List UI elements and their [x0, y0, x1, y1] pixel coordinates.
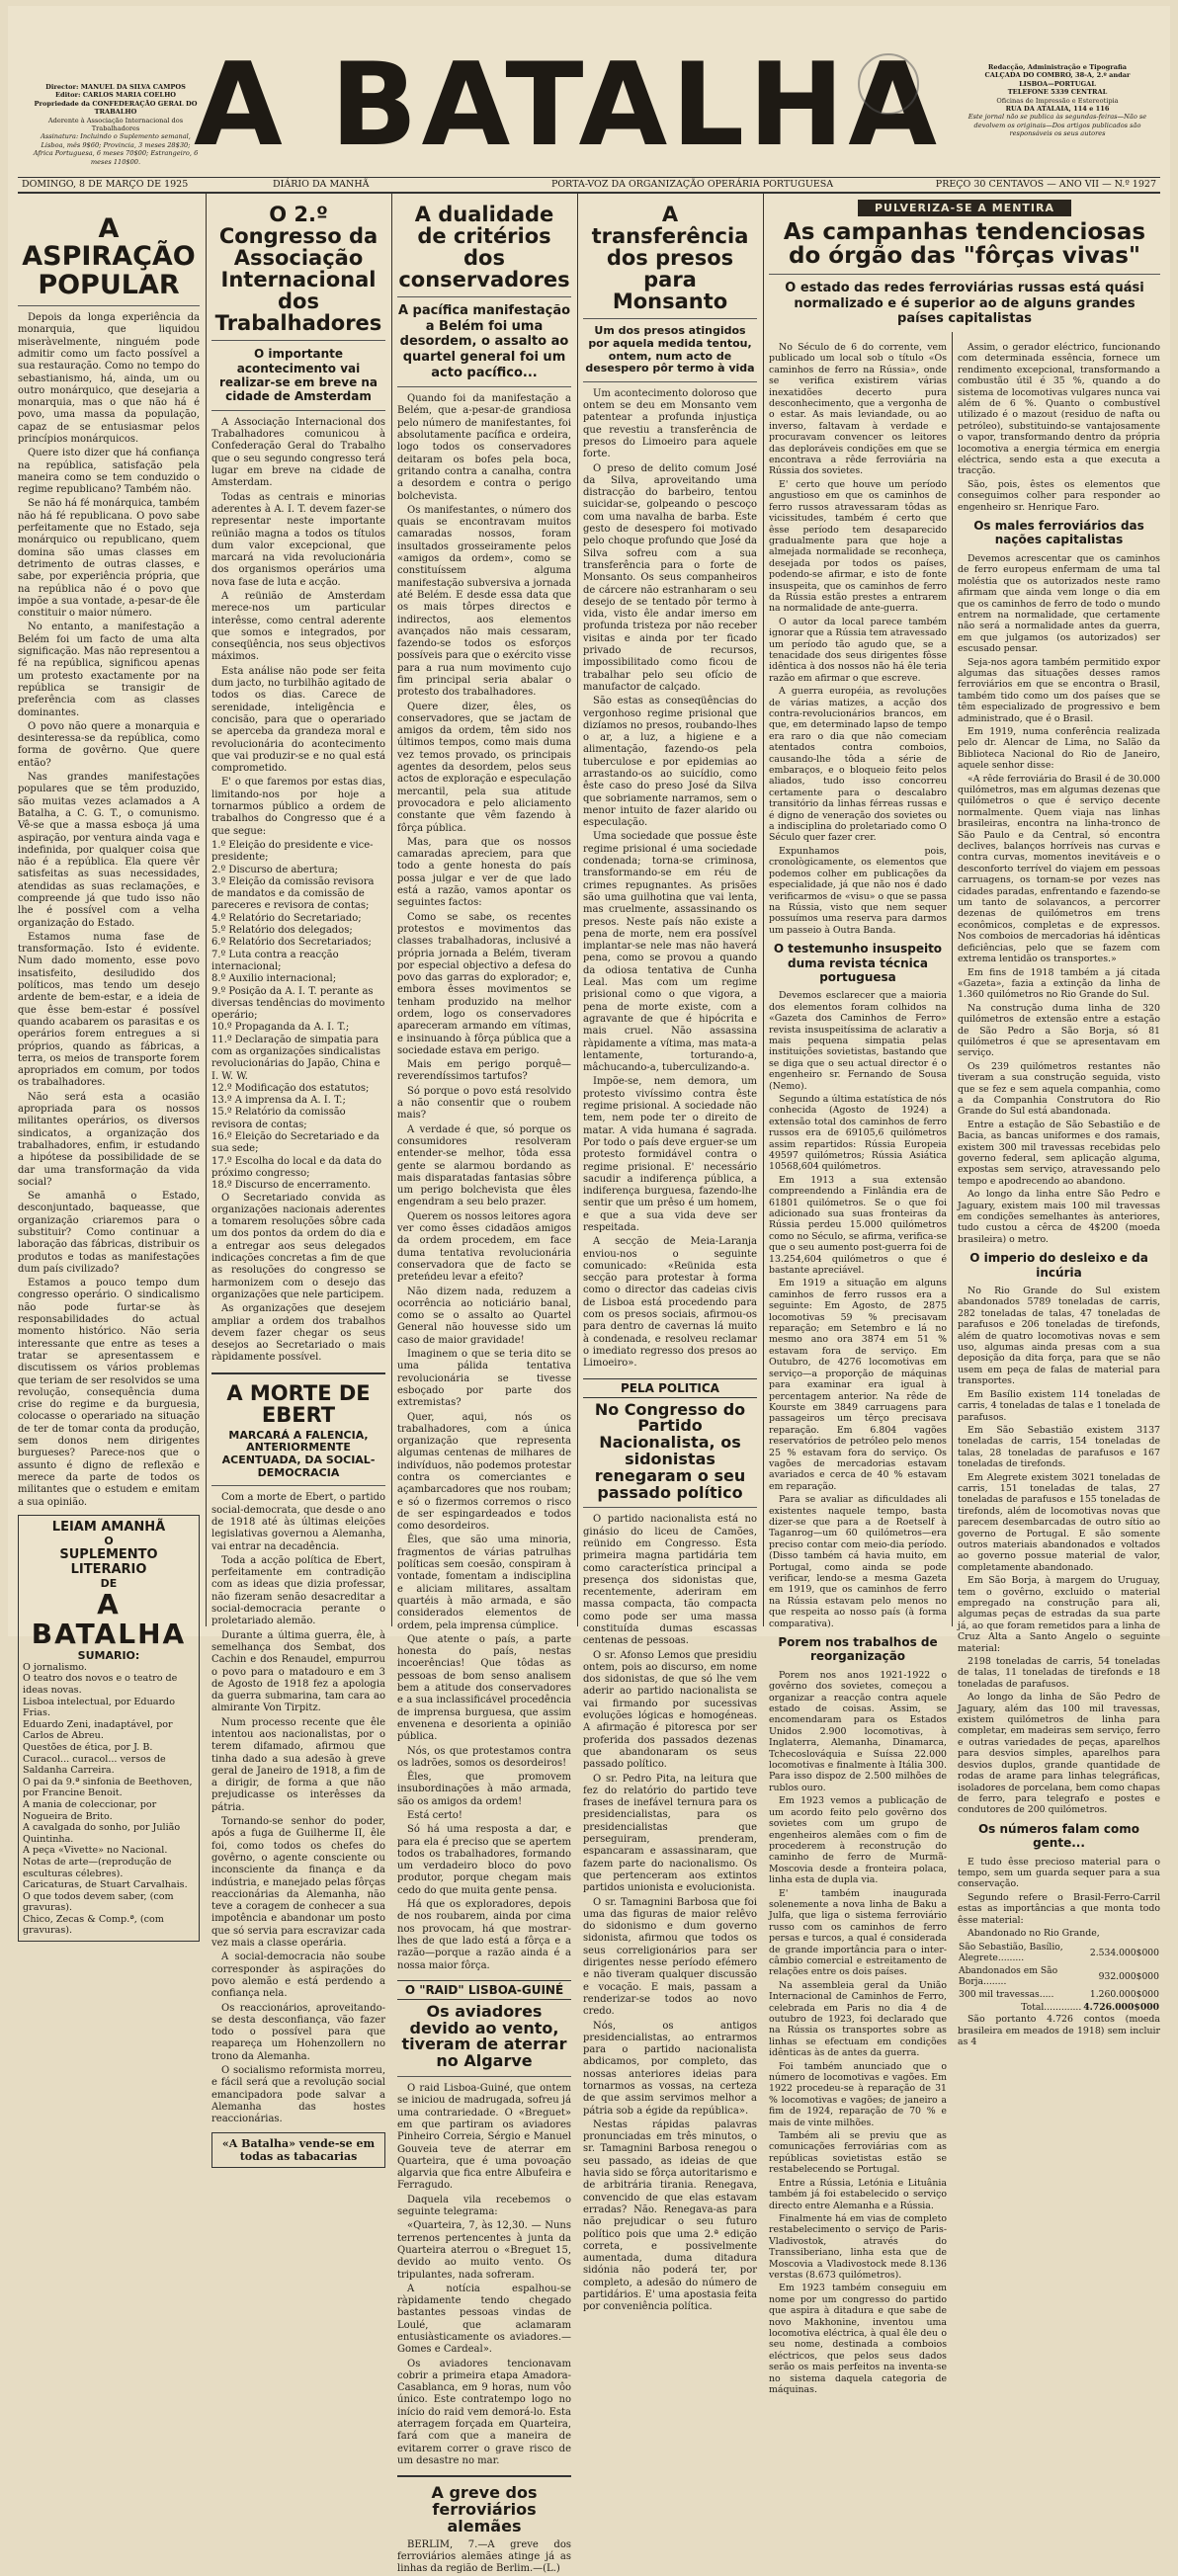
- list-item: 1.º Eleição do presidente e vice-presidente;: [211, 839, 374, 864]
- paragraph: Há que os exploradores, depois de nos roubarem, ainda por cima nos provocam, há que mostrar-lhes de que lado está a fôrça e a razão—porque a razão ainda é a nossa maior fôrça.: [397, 1899, 571, 1971]
- paragraph: Impõe-se, nem demora, um protesto vivíssimo contra êste regime prisional. A sociedade não tem, nem pode ter o direito de matar. A vida humana é sagrada. Por todo o país deve erguer-se um protesto formidável contra o regime prisional. E' necessário sacudir a indiferença pública, a indiferença burguesa, fazendo-lhe sentir que um prêso é um homem, e que a sua vida deve ser respeitada.: [583, 1076, 757, 1233]
- paragraph: O sr. Pedro Pita, na leitura que fez do relatório do partido teve frases de inefável ternura para os presidencialistas, para os presidencialistas que perseguiram, prenderam, espancaram e assassinaram, que fazem parte do nacionalismo. Os que pertenceram aos extintos partidos unionista e evolucionista.: [583, 1773, 757, 1894]
- newspaper-page: [8, 6, 1170, 2575]
- adherent-line: Aderente à Associação Internacional dos Trabalhadores: [47, 116, 184, 133]
- subhead-congresso: O importante acontecimento vai realizar-se em breve na cidade de Amsterdam: [218, 347, 379, 404]
- issue-date: DOMINGO, 8 DE MARÇO DE 1925: [22, 179, 189, 190]
- list-item: Curacol... curacol... versos de Saldanha Carreira.: [23, 1753, 166, 1777]
- divider: [397, 2076, 571, 2077]
- paragraph: Daquela vila recebemos o seguinte telegrama:: [397, 2194, 571, 2218]
- list-item: 4.º Relatório do Secretariado;: [211, 912, 362, 924]
- list-item: Notas de arte—(reprodução de esculturas célebres).: [23, 1856, 172, 1879]
- headline-dualidade: A dualidade de critérios dos conservadores: [398, 203, 570, 292]
- paragraph: Expunhamos pois, cronològicamente, os elementos que podemos colher em publicações da especialidade, já que não nos é dado verificarmos de «visu» o que se passa na Rússia, visto que nem sequer possuímos uma reserva para darmos um passeio à Outra Banda.: [769, 845, 947, 936]
- address-line-1: Redacção, Administração e Tipografia: [987, 63, 1128, 71]
- paragraph: Como se sabe, os recentes protestos e movimentos das classes trabalhadoras, inclusivé a própria jornada a Belém, tiveram por especial objectivo a defesa do povo das garras do explorador; e, embora êsses movimentos se tenham produzido na melhor ordem, logo os conservadores apareceram armando em vítimas, e insinuando à fôrça pública que a sociedade estava em perigo.: [397, 911, 571, 1056]
- paragraph: Estamos numa fase de transformação. Isto é evidente. Num dado momento, esse povo insatisfeito, desiludido dos políticos, mas tendo um desejo ardente de bem-estar, e a ideia de que êsse bem-estar é possível quando acabarem os parasitas e os operários forem entregues a si próprios, quando as fábricas, a terra, os meios de transporte forem apropriados em comum, por todos os trabalhadores.: [18, 931, 200, 1089]
- kicker-politica: PELA POLITICA: [583, 1378, 757, 1398]
- paragraph: Porem nos anos 1921-1922 o govêrno dos sovietes, começou a organizar a reacção contra aquele estado de coisas. Assim, se encomendaram para os Estados Unidos 2.900 locomotivas, à Inglaterra, Alemanha, Dinamarca, Tchecoslováquia e Suíssa 22.000 locomotivas e finalmente à Itália 300. Para isso dispoz de 2.500 milhões de rublos ouro.: [769, 1669, 947, 1793]
- list-item: A mania de coleccionar, por Nogueira de Brito.: [23, 1798, 157, 1822]
- address-line-2: CALÇADA DO COMBRO, 38-A, 2.º andar: [984, 71, 1131, 80]
- paragraph: Entre a Rússia, Letónia e Lituânia também já foi estabelecido o serviço directo entre Alemanha e a Rússia.: [769, 2177, 947, 2211]
- headline-congresso-nacionalista: No Congresso do Partido Nacionalista, os sidonistas renegaram o seu passado político: [594, 1399, 746, 1502]
- cost-table: [958, 1941, 1160, 2014]
- column-rule: [206, 194, 207, 1626]
- divider: [211, 410, 385, 411]
- paragraph: Em Basílio existem 114 toneladas de carris, 4 toneladas de talas e 1 tonelada de parafusos.: [958, 1388, 1160, 1423]
- paragraph: Nós, os antigos presidencialistas, ao entrarmos para o partido nacionalista abdicamos, por completo, das nossas anteriores ideias para tornarmos as vossas, na certeza de que assim servimos melhor a pátria sob a égide da república».: [583, 2020, 757, 2117]
- divider: [397, 386, 571, 387]
- headline-aviadores: Os aviadores devido ao vento, tiveram de aterrar no Algarve: [401, 2001, 567, 2071]
- paragraph: São estas as conseqüências do vergonhoso regime prisional que dizíamos no presos, roubando-lhes o ar, a luz, a higiene e a alimentação, fazendo-os pela tuberculose e por epidemias ao arrastando-os ao suicídio, como êste caso do preso José da Silva que sobriamente narramos, sem o menor intuito de fazer alarido ou especulação.: [583, 696, 757, 829]
- paragraph: Mais em perigo porquê—reverendíssimos tartufos?: [397, 1059, 571, 1083]
- subhead-testemunho: O testemunho insuspeito duma revista técnica portuguesa: [773, 942, 943, 984]
- table-cell: 4.726.000$000: [1083, 2002, 1159, 2014]
- ad-o: O: [104, 1534, 114, 1547]
- column-4: [583, 200, 757, 2313]
- divider: [583, 1507, 757, 1508]
- paragraph: Segundo refere o Brasil-Ferro-Carril estas as importâncias a que monta todo êsse material:: [958, 1891, 1160, 1926]
- masthead-left-info: [32, 83, 200, 166]
- list-item: 2.º Discurso de abertura;: [211, 864, 339, 875]
- table-cell: 300 mil travessas.....: [959, 1989, 1054, 2001]
- paragraph: Nós, os que protestamos contra os ladrões, somos os desordeiros!: [397, 1745, 571, 1769]
- list-item: 5.º Relatório dos delegados;: [211, 925, 353, 937]
- headline-transferencia: A transferência dos presos para Monsanto: [591, 203, 749, 314]
- paragraph: O partido nacionalista está no ginásio do liceu de Camões, reünido em Congresso. Esta primeira magna partidária tem como característica principal a presença dos sidonistas que, recentemente, aderiram em massa compacta, tão compacta como pode ser uma massa constituída dumas escassas centenas de pessoas.: [583, 1514, 757, 1647]
- list-item: 13.º A imprensa da A. I. T.;: [211, 1095, 346, 1107]
- disclaimer-line: Este jornal não se publica às segundas-feiras—Não se devolvem os originais—Dos artigos publicados são responsáveis os seus autores: [968, 113, 1147, 138]
- paragraph: Em Alegrete existem 3021 toneladas de carris, 151 toneladas de talas, 27 toneladas de parafusos e 155 toneladas de tirefonds, além de locomotivas novas que parecem desembarcadas de outro sítio ao governo de Portugal. E são somente outros materiais abandonados e voltados ao governo possue material de valor, completamente abandonado.: [958, 1471, 1160, 1573]
- paragraph: O preso de delito comum José da Silva, aproveitando uma distracção do barbeiro, tentou suicidar-se, golpeando o pescoço com uma navalha de barba. Este gesto de desespero foi motivado pelo choque profundo que José da Silva sofreu com a sua transferência para o forte de Monsanto. Os seus companheiros de cárcere não estranharam o seu desejo de se tentado pôr termo à vida, visto êle andar imerso em profunda tristeza por não receber visitas e ainda por ter ficado privado de recursos, impossibilitado como ficou de trabalhar pelo seu ofício de manufactor de calçado.: [583, 462, 757, 693]
- paragraph: Imaginem o que se teria dito se uma pálida tentativa revolucionária se tivesse esboçado por parte dos extremistas?: [397, 1349, 571, 1409]
- paragraph: Os 239 quilómetros restantes não tiveram a sua construção seguida, visto que se fez e sem aquela companhia, como a da Companhia Construtora do Rio Grande do Sul está abandonada.: [958, 1060, 1160, 1118]
- list-item: A peça «Vivette» no Nacional.: [23, 1845, 168, 1857]
- list-item: 6.º Relatório dos Secretariados;: [211, 937, 372, 949]
- address-line-3: LISBOA—PORTUGAL: [1019, 79, 1096, 88]
- supplement-ad: [18, 1515, 200, 1942]
- paragraph: Para se avaliar as dificuldades ali existentes naquele tempo, basta dizer-se que para a de Roetself à Taganrog—um 60 quilómetros—era preciso contar com meio-dia período. (Disso também cá havia muito, em Portugal, como ainda se pode verificar, lendo-se a mesma Gazeta em 1919, que os caminhos de ferro na Rússia estavam pelo menos no que respeita ao nosso país (à forma comparativa).: [769, 1494, 947, 1629]
- list-item: O que todos devem saber, (com gravuras).: [23, 1890, 174, 1914]
- divider: [18, 305, 200, 306]
- list-item: 18.º Discurso de encerramento.: [211, 1180, 372, 1192]
- column-1: [18, 200, 200, 1937]
- agenda-list: [211, 840, 385, 1193]
- dateline: [18, 177, 1160, 194]
- table-cell: 1.260.000$000: [1089, 1989, 1159, 2001]
- column-6: [958, 342, 1160, 2048]
- paragraph: Devemos esclarecer que a maioria dos elementos foram colhidos na «Gazeta dos Caminhos de Ferro» revista insuspeitíssima de aclarativ a mais pequena simpatia pelas instituições sovietistas, bastando que se diga que o seu actual director é o engenheiro sr. Fernando de Sousa (Nemo).: [769, 990, 947, 1092]
- printing-address: RUA DA ATALAIA, 114 e 116: [1005, 105, 1110, 114]
- paragraph: 2198 toneladas de carris, 54 toneladas de talas, 11 toneladas de tirefonds e 18 toneladas de parafusos.: [958, 1656, 1160, 1690]
- paragraph: Esta análise não pode ser feita dum jacto, no turbilhão agitado de todos os dias. Carece de serenidade, inteligência e concisão, para que o operariado se aperceba da grandeza moral e revolucionária do acontecimento que vai produzir-se e no qual está comprometido.: [211, 665, 385, 775]
- library-stamp: [858, 53, 919, 115]
- editor-line: Editor: CARLOS MARIA COELHO: [54, 91, 177, 100]
- ad-de: DE: [100, 1576, 118, 1590]
- masthead-right-info: [959, 63, 1156, 138]
- paragraph: No Século de 6 do corrente, vem publicado um local sob o título «Os caminhos de ferro na Rússia», onde se verifica existirem várias inexatidões decerto pura desconhecimento, que a vergonha de o estar. As mais leviandade, ou ao inverso, faltavam à verdade e procuravam convencer os leitores das deploráveis condições em que se encontrava a rêde ferroviária na Rússia dos sovietes.: [769, 342, 947, 477]
- list-item: Caricaturas, de Stuart Carvalhais.: [23, 1879, 188, 1891]
- paragraph: «A rêde ferroviária do Brasil é de 30.000 quilómetros, mas em algumas dezenas que quilómetros o que é serviço decente normalmente. Quem viaja nas linhas brasileiras, encontra na linha-tronco de São Paulo e da Central, só encontra declives, balanços horríveis nas curvas e contra curvas, momentos inevitáveis e o desconforto terrível do viajem em pessoas carruagens, os tornam-se por vezes nas cidades paradas, enfrentando e fazendo-se um tanto de solavancos, a percorrer dezenas de quilómetros em trens econômicos, completas e de expressos. Nos comboios de mercadorias há idênticas deficiências, pelo que se fazem com extrema lentidão os transportes.»: [958, 773, 1160, 965]
- column-rule: [577, 194, 578, 1626]
- paragraph: Nas grandes manifestações populares que se têm produzido, são muitas vezes aclamados a A Batalha, a C. G. T., o comunismo. Vê-se que a massa esboça já uma aspiração, por ventura ainda vaga e indefinida, por qualquer coisa que não é a república. Ela quere vêr satisfeitas as suas necessidades, atendidas as suas reclamações, e compreende já que tudo isso não lhe é possível com a velha organização do Estado.: [18, 772, 200, 929]
- paragraph: Em 1923 vemos a publicação de um acordo feito pelo govêrno dos sovietes com um grupo de engenheiros alemães com o fim de procederem à reconstrução do caminho de ferro de Murmã-Moscovia desde a fronteira polaca, linha esta de dupla via.: [769, 1795, 947, 1886]
- kicker-raid: O "RAID" LISBOA-GUINÉ: [397, 1980, 571, 2000]
- headline-greve: A greve dos ferroviários alemães: [431, 2483, 538, 2535]
- paragraph: E' o que faremos por estas dias, limitando-nos por hoje a tornarmos público a ordem de trabalhos do Congresso que é a que segue:: [211, 777, 385, 837]
- paragraph: A verdade é que, só porque os consumidores resolveram entender-se melhor, tôda essa gente se alarmou bordando as mais disparatadas fantasias sôbre um perigo bolchevista que êles engendram a seu belo prazer.: [397, 1123, 571, 1208]
- paragraph: Assim, o gerador eléctrico, funcionando com determinada essência, fornece um rendimento excepcional, transformando a combustão útil é 35 %, quando a do sistema de locomotivas vulgares nunca vai além de 6 %. Quanto o combustível utilizado é o mazout (residuo de nafta ou petróleo), substituindo-se vantajosamente o vapor, transformando dentro da própria locomotiva a energia térmica em energia eléctrica, sendo esta a que executa a tracção.: [958, 342, 1160, 477]
- ad-suplemento: SUPLEMENTO LITERARIO: [59, 1546, 158, 1577]
- owner-line: Propriedade da CONFEDERAÇÃO GERAL DO TRABALHO: [34, 99, 198, 117]
- table-cell: São Sebastião, Basílio, Alegrete.........: [959, 1942, 1063, 1964]
- paragraph: O sr. Afonso Lemos que presidiu ontem, pois ao discurso, em nome dos sidonistas, de que só lhe vem aderir ao partido nacionalista se vai firmando por sucessivas evoluções lógicas e homogéneas. A afirmação é pitoresca por ser proferida dos passados dezenas que abandonaram os seus passado político.: [583, 1649, 757, 1771]
- paragraph: O povo não quere a monarquia e desinteressa-se da república, como forma de govêrno. Que quere então?: [18, 720, 200, 769]
- paragraph: Quere dizer, êles, os conservadores, que se jactam de amigos da ordem, têm sido nos últimos tempos, como mais duma vez temos provado, os principais agentes da desordem, pelos seus actos de exploração e especulação mercantil, pela sua atitude provocadora e pelo aliciamento constante que vêm fazendo à fôrça pública.: [397, 701, 571, 834]
- printing-line: Oficinas de Impressão e Estereotipia: [996, 96, 1119, 105]
- paragraph: Querem os nossos leitores agora ver como êsses cidadãos amigos da ordem procedem, em face duma tentativa revolucionária conservadora que de facto se preteńdeu levar a efeito?: [397, 1210, 571, 1284]
- paragraph: Está certo!: [407, 1810, 463, 1821]
- column-3: [397, 200, 571, 2575]
- paragraph: Com a morte de Ebert, o partido social-democrata, que desde o ano de 1918 até às últimas eleições legislativas governou a Alemanha, vai entrar na decadência.: [211, 1492, 385, 1552]
- column-rule: [391, 194, 392, 1626]
- paragraph: Uma sociedade que possue êste regime prisional é uma sociedade condenada; torna-se criminosa, transformando-se em réu de crimes repugnantes. As prisões são uma guilhotina que vai lenta, mas cruelmente, assassinando os presos. Neste país não existe a pena de morte, nem era possível implantar-se nele mas não haverá pena, como se provou a quando da odiosa tentativa de Cunha Leal. Mas com um regime prisional como o que vigora, a pena de morte existe, com a agravante de que é hipócrita e mais cruel. Não assassina ràpidamente a vítima, mas mata-a lentamente, torturando-a, mâchucando-a, tuberculizando-a.: [583, 831, 757, 1074]
- paragraph: «Quarteira, 7, às 12,30. — Nuns terrenos pertencentes à junta da Quarteira aterrou o «Breguet 15, devido ao muito vento. Os tripulantes, nada sofreram.: [397, 2220, 571, 2281]
- list-item: O teatro dos novos e o teatro de ideas novas.: [23, 1673, 178, 1697]
- paragraph: O socialismo reformista morreu, e fácil será que a revolução social emancipadora pode salvar a Alemanha das hostes reaccionárias.: [211, 2065, 385, 2125]
- vendor-ad: «A Batalha» vende-se em todas as tabacarias: [211, 2132, 385, 2168]
- paragraph: Êles, que são uma minoria, fragmentos de várias patrulhas políticas sem coesão, conspiram à vontade, fomentam a indisciplina e aliciam militares, assaltam quartéis à mão armada, e são considerados elementos de ordem, pela imprensa cúmplice.: [397, 1535, 571, 1631]
- paragraph: Não será esta a ocasião apropriada para os nossos militantes operários, os diversos sindicatos, a organização dos trabalhadores, enfim, ir estudando a hipótese da possibilidade de se dar uma transformação da vida social?: [18, 1091, 200, 1188]
- subhead-numeros: Os números falam como gente...: [977, 1821, 1140, 1851]
- paragraph: As organizações que desejem ampliar a ordem dos trabalhos devem fazer chegar os seus desejos ao Secretariado o mais ràpidamente possível.: [211, 1303, 385, 1364]
- paragraph: Em São Borja, à margem do Uruguay, tem o govêrno, excluido o material empregado na construção para ali, algumas peças de estradas da sua parte já, ao que foram remetidos para a linha de Cruz Alta a Santo Angelo o seguinte material:: [958, 1575, 1160, 1654]
- paragraph: Os reaccionários, aproveitando-se desta desconfiança, vão fazer todo o possível para que reapareça um Hohenzollern no trono da Alemanha.: [211, 2002, 385, 2062]
- paragraph: Os manifestantes, o número dos quais se encontravam muitos camaradas nossos, foram insultados grosseiramente pelos «amigos da ordem», como se constituíssem alguma manifestação subversiva a jornada até Belém. E desde essa data que os mais tôrpes directos e indirectos, aos elementos avançados não mais cessaram, fazendo-se todos os esforços possíveis para que o exército visse para a rua num movimento cujo fim principal seria abalar o protesto dos trabalhadores.: [397, 504, 571, 699]
- divider: [397, 296, 571, 297]
- column-5: [769, 342, 947, 2396]
- list-item: 12.º Modificação dos estatutos;: [211, 1082, 370, 1094]
- headline-campanhas: As campanhas tendenciosas do órgão das "fôrças vivas": [783, 219, 1146, 270]
- paragraph: Ao longo da linha entre São Pedro e Jaguary, existem mais 100 mil travessas em condições semelhantes às anteriores, tudo custou a cêrca de 4$200 (moeda brasileira) o metro.: [958, 1189, 1160, 1245]
- russia-article-header: [769, 200, 1160, 338]
- subhead-males: Os males ferroviários das nações capitalistas: [973, 519, 1144, 547]
- list-item: 17.º Escolha do local e da data do próximo congresso;: [211, 1155, 381, 1179]
- paragraph: A notícia espalhou-se ràpidamente tendo chegado bastantes pessoas vindas de Loulé, que aclamaram entusiàsticamente os aviadores.—Gomes e Cardeal».: [397, 2283, 571, 2356]
- paragraph: Se não há fé monárquica, também não há fé republicana. O povo sabe perfeitamente que no Estado, seja monárquico ou republicano, quem domina são umas classes em detrimento de outras classes, e sabe, por experiência própria, que na república não é o povo que impõe a sua vontade, a-pesar-de êle constituir o maior número.: [18, 498, 200, 620]
- paragraph: Durante a última guerra, êle, à semelhança dos Sembat, dos Cachin e dos Renaudel, empurrou o povo para o matadouro e em 3 de Agosto de 1918 fez a apologia da guerra submarina, tam cara ao almirante Von Tirpitz.: [211, 1629, 385, 1714]
- paragraph: O sr. Tamagnini Barbosa que foi uma das figuras de maior relêvo do sidonismo e dum governo sidonista, afirmou que todos os seus correligionários para ser dirigentes nesse período efémero e não tiveram qualquer discussão e vocação. E mais, passam a renderizar-se todos ao novo credo.: [583, 1896, 757, 2018]
- divider: [397, 2475, 571, 2477]
- paragraph: Segundo a última estatística de nós conhecida (Agosto de 1924) a extensão total dos caminhos de ferro russos era de 69105,6 quilómetros assim repartidos: Rússia Europeia 49597 quilómetros; Rússia Asiática 10568,604 quilómetros.: [769, 1093, 947, 1173]
- summary-list: [23, 1662, 195, 1937]
- paragraph: Em 1923 também conseguiu em nome por um congresso do partido que aspira à ditadura e que sabe de novo Makhonine, inventou uma locomotiva eléctrica, à qual êle deu o seu nome, destinada a comboios eléctricos, que pelos seus dados serão os mais perfeitos na inventa-se no sistema daquela categoria de máquinas.: [769, 2283, 947, 2396]
- ad-leiam: LEIAM AMANHÃ: [51, 1519, 166, 1535]
- paragraph: Em 1919, numa conferência realizada pelo dr. Alencar de Lima, no Salão da Biblioteca Nacional do Rio de Janeiro, aquele senhor disse:: [958, 725, 1160, 772]
- paragraph: Também ali se previu que as comunicações ferroviárias com as repúblicas sovietistas estão se restabelecendo se Portugal.: [769, 2130, 947, 2176]
- subhead-redes: O estado das redes ferroviárias russas está quási normalizado e é superior ao de alguns grandes países capitalistas: [785, 281, 1144, 327]
- paragraph: E' também inaugurada solenemente a nova linha de Baku a Julfa, que liga o sistema ferroviário russo com os caminhos de ferro persas e turcos, a qual é considerada de grande importância para o inter-câmbio comercial e estreitamento de relações entre os dois países.: [769, 1887, 947, 1978]
- table-cell: 2.534.000$000: [1089, 1947, 1159, 1958]
- paragraph: Em 1913 a sua extensão compreendendo a Finlândia era de 61801 quilómetros. Se o que foi adicionado sua suas fronteiras da Rússia perdeu 15.000 quilómetros como no Século, se afirma, verifica-se que o seu aumento post-guerra foi de 13.254,604 quilómetros o que é bastante apreciável.: [769, 1174, 947, 1277]
- list-item: 10.º Propaganda da A. I. T.;: [211, 1022, 350, 1034]
- table-row: [958, 1964, 1160, 1988]
- paragraph: Entre a estação de São Sebastião e de Bacia, as bancas uniformes e dos ramais, existem 300 mil travessas recebidas pelo governo federal, sem aplicação alguma, expostas sem serviço, atravessando pelo tempo e apodrecendo ao abandono.: [958, 1119, 1160, 1187]
- list-item: 11.º Declaração de simpatia para com as organizações sindicalistas revolucionárias do Japão, China e I. W. W.: [211, 1034, 381, 1082]
- paragraph: Todas as centrais e minorias aderentes à A. I. T. devem fazer-se representar neste importante reünião magna a todos os títulos dum valor excepcional, que marcará na vida revolucionária dos organismos operários uma nova fase de luta e acção.: [211, 491, 385, 588]
- paragraph: O autor da local parece também ignorar que a Rússia tem atravessado um período tão agudo que, se a tenacidade dos seus dirigentes fôsse idêntica à dos nossos não há êle teria razão em afirmar o que escreve.: [769, 616, 947, 684]
- paragraph: Tornando-se senhor do poder, após a fuga de Guilherme II, êle foi, como todos os chefes do govêrno, o agente consciente ou inconsciente da finança e da indústria, e manejado pelas fôrças reaccionárias da Alemanha, não teve a coragem de conhecer a sua impotência e abandonar um posto que só servia para escravizar cada vez mais a classe operária.: [211, 1816, 385, 1950]
- list-item: 7.º Luta contra a reacção internacional;: [211, 949, 339, 972]
- kicker-mentira: PULVERIZA-SE A MENTIRA: [858, 200, 1071, 216]
- paragraph: E' certo que houve um período angustioso em que os caminhos de ferro russos atravessaram tôdas as vicissitudes, também é certo que êsse período tem desaparecido gradualmente para que hoje a almejada normalidade se reconheça, desejada por todos os países, podendo-se afirmar, e isto de fonte insuspeita, que os caminhos de ferro da Rússia estão prestes a entrarem na normalidade de ante-guerra.: [769, 478, 947, 615]
- paragraph: São portanto 4.726 contos (moeda brasileira em meados de 1918) sem incluir as 4: [958, 2014, 1160, 2048]
- paragraph: Estamos a pouco tempo dum congresso operário. O sindicalismo não pode furtar-se às responsabilidades do actual momento histórico. Não seria interessante que entre as teses a tratar se apresentassem e discutissem os vários problemas que teriam de ser resolvidos se uma revolução, consequência duma crise do regime e da burguesia, colocasse o operariado na situação de ter de tomar conta da produção, sem donos nem dirigentes burgueses? Parece-nos que o assunto é digno de reflexão e merece da parte de todos os militantes que o estudem e emitam a sua opinião.: [18, 1278, 200, 1508]
- paragraph: Toda a acção política de Ebert, perfeitamente em contradição com as ideas que dizia professar, não fizeram senão desacreditar a social-democracia perante o proletariado alemão.: [211, 1554, 385, 1627]
- table-row: [958, 1988, 1160, 2001]
- paragraph: O raid Lisboa-Guiné, que ontem se iniciou de madrugada, sofreu já uma contrariedade. O «Breguet» em que partiram os aviadores Pinheiro Correia, Sérgio e Manuel Gouveia teve de aterrar em Quarteira, que é uma povoação algarvia que fica entre Albufeira e Ferragudo.: [397, 2083, 571, 2192]
- table-row: [958, 1941, 1160, 1964]
- paragraph: A reünião de Amsterdam merece-nos um particular interêsse, como central aderente que somos e integrados, por conseqüência, nos seus objectivos máximos.: [211, 591, 385, 663]
- subhead-desleixo: O imperio do desleixo e da incúria: [969, 1251, 1148, 1280]
- list-item: O pai da 9.ª sinfonia de Beethoven, por Francine Benoit.: [23, 1776, 193, 1799]
- list-item: 8.º Auxilio internacional;: [211, 973, 337, 985]
- paragraph: A guerra européia, as revoluções de várias matizes, a acção dos contra-revolucionários brancos, em que, em determinado lapso de tempo era raro o dia que não comeciam atentados contra comboios, causando-lhe tôda a série de embaraços, e o bloqueio feito pelos aliados, tudo isso concorreu certamente para o descalabro transitório da linhas férreas russas e é digno de veneração dos sovietes ou a indisciplina do proletariado como O Século quer fazer crer.: [769, 686, 947, 844]
- masthead: [8, 6, 1170, 190]
- subhead-dualidade: A pacífica manifestação a Belém foi uma desordem, o assalto ao quartel general foi um acto pacífico...: [397, 303, 571, 380]
- list-item: 16.º Eleição do Secretariado e da sua sede;: [211, 1131, 379, 1155]
- list-item: 15.º Relatório da comissão revisora de contas;: [211, 1107, 346, 1130]
- paragraph: Ao longo da linha de São Pedro de Jaguary, além das 100 mil travessas, existem quilómetros de linha para completar, em madeiras sem serviço, ferro e outras variedades de peças, aparelhos para desvios simples, aparelhos para desvios duplos, grande quantidade de rodas de arame para linhas telegráficas, isoladores de porcelana, bem como chapas de ferro, para telegrafo e postes e condutores de 200 quilómetros.: [958, 1692, 1160, 1816]
- paragraph: Quere isto dizer que há confiança na república, satisfação pela maneira como se tem conduzido o regime republicano? Também não.: [18, 448, 200, 496]
- paragraph: Quando foi da manifestação a Belém, que a-pesar-de grandiosa pelo número de manifestantes, foi absolutamente pacífica e ordeira, logo todos os conservadores deitaram os bofes pela boca, gritando contra a canalha, contra a desordem e contra o perigo bolchevista.: [397, 393, 571, 502]
- paragraph: Em fins de 1918 também a já citada «Gazeta», fazia a extinção da linha de 1.360 quilómetros no Rio Grande do Sul.: [958, 966, 1160, 1001]
- masthead-logo: A BATALHA: [193, 39, 941, 172]
- divider: [583, 318, 757, 319]
- column-rule: [763, 194, 764, 1626]
- paragraph: Se amanhã o Estado, desconjuntado, baqueasse, que organização criaremos para o substituir? Como continuar a laboração das fábricas, distribuir os produtos e todas as manifestações dum país civilizado?: [18, 1191, 200, 1275]
- paragraph: Abandonado no Rio Grande,: [968, 1927, 1100, 1939]
- table-cell: 932.000$000: [1098, 1970, 1159, 1982]
- paragraph: Em 1919 a situação em alguns caminhos de ferro russos era a seguinte: Em Agosto, de 2875 locomotivas 59 % precisavam reparação; em Setembro e lá no mesmo ano ora 3874 em 51 % estavam fora de serviço. Em Outubro, de 4276 locomotivas em serviço—a proporção de máquinas para examinar era igual à percentagem anterior. Na rêde de Kourste em 3849 carruagens para passageiros um têrço precisava reparação. Em 6.804 vagões reservatórios de petróleo pelo menos 25 % estavam fora do serviço. Os vagões de mercadorias estavam avariados e cerca de 40 % estavam em reparação.: [769, 1278, 947, 1492]
- list-item: Eduardo Zeni, inadaptável, por Carlos de Abreu.: [23, 1718, 173, 1742]
- paragraph: Êles, que promovem insubordinações à mão armada, são os amigos da ordem!: [397, 1772, 571, 1807]
- table-cell: Abandonados em São Borja........: [959, 1965, 1058, 1988]
- issue-subtitle: DIÁRIO DA MANHÃ: [273, 179, 370, 190]
- paragraph: Nestas rápidas palavras pronunciadas em três minutos, o sr. Tamagnini Barbosa renegou o seu passado, as ideias de que havia sido se fôrça autoritarismo e de arbitrária tirania. Renegava, convencido de que elas estavam erradas? Não. Renegava-as para não prejudicar o seu futuro político pois que uma 2.ª edição correta, e possivelmente aumentada, duma ditadura sidónia não poderá ter, por completo, a adesão do número de partidários. E' uma apostasia feita por conveniência política.: [583, 2119, 757, 2313]
- paragraph: Depois da longa experiência da monarquia, que liquidou miseràvelmente, ninguém pode admitir como um facto possível a sua restauração. Como no tempo do sebastianismo, há, ainda, um ou outro monárquico, que desejaria a monarquia, mas o que não há é povo, uma massa da população, capaz de se entusiasmar pelos princípios monárquicos.: [18, 312, 200, 445]
- headline-ebert: A MORTE DE EBERT: [226, 1380, 371, 1427]
- table-row: [958, 2001, 1160, 2014]
- column-2: [211, 200, 385, 2163]
- list-item: A cavalgada do sonho, por Julião Quintinha.: [23, 1822, 181, 1845]
- article-aspiracao: [18, 312, 200, 1509]
- headline-aspiracao: A ASPIRAÇÃO POPULAR: [22, 213, 196, 300]
- paragraph: Seja-nos agora também permitido expor algumas das situações desses ramos ferroviários em que se encontra o Brasil, também tido como um dos países que se têm especializado de progressivo e bem administrado, que é o Brasil.: [958, 656, 1160, 724]
- paragraph: Na assembleia geral da União Internacional de Caminhos de Ferro, celebrada em Paris no dia 4 de outubro de 1923, foi declarado que na Rússia os transportes sobre as linhas se efectuam em condições idênticas às de antes da guerra.: [769, 1979, 947, 2059]
- paragraph: A secção de Meia-Laranja enviou-nos o seguinte comunicado: «Reünida esta secção para protestar à forma como o director das cadeias civis de Lisboa está procedendo para com os presos sociais, afirmou-os para dentro de cavernas lá muito à condenada, e resolveu reclamar o imediato regresso dos presos ao Limoeiro».: [583, 1236, 757, 1370]
- list-item: Questões de ética, por J. B.: [23, 1741, 153, 1753]
- ad-logo: A BATALHA: [31, 1587, 187, 1650]
- paragraph: A Associação Internacional dos Trabalhadores comunicou à Confederação Geral do Trabalho que o seu segundo congresso terá lugar em breve na cidade de Amsterdam.: [211, 416, 385, 489]
- table-cell: Total.............: [1021, 2002, 1082, 2014]
- divider: [211, 1485, 385, 1486]
- paragraph: Um acontecimento doloroso que ontem se deu em Monsanto vem patentear a profunda injustiça que revestiu a transferência de presos do Limoeiro para aquele forte.: [583, 387, 757, 460]
- issue-price: PREÇO 30 CENTAVOS — ANO VII — N.º 1927: [935, 179, 1156, 190]
- paragraph: Foi também anunciado que o número de locomotivas e vagões. Em 1922 procedeu-se à reparação de 31 % locomotivas e vagões; de janeiro a fim de 1924, reparação de 70 % e mais de vinte milhões.: [769, 2060, 947, 2128]
- paragraph: Os aviadores tencionavam cobrir a primeira etapa Amadora-Casablanca, em 9 horas, num vôo único. Este contratempo logo no início do raid vem demorá-lo. Esta aterragem forçada em Quarteira, fará com que a maneira de evitarem correr o grave risco de um desastre no mar.: [397, 2358, 571, 2466]
- ad-sumario: SUMARIO:: [77, 1648, 140, 1662]
- list-item: O jornalismo.: [23, 1661, 87, 1673]
- subscription-line: Assinatura: Incluindo o Suplemento semanal, Lisboa, mês 9$60; Provincia, 3 meses 28$30; Africa Portuguesa, 6 meses 70$00; Estrangeiro, 6 meses 110$00.: [33, 132, 199, 166]
- column-rule: [952, 332, 953, 1626]
- paragraph: Só há uma resposta a dar, e para ela é preciso que se apertem todos os trabalhadores, formando um verdadeiro bloco do povo produtor, porque chegam mais cedo do que muita gente pensa.: [397, 1824, 571, 1896]
- paragraph: Que atente o país, a parte honesta do país, nestas incoerências! Que tôdas as pessoas de bom senso analisem bem a atitude dos conservadores e a sua inclassificável procedência de imprensa burguesa, que assim envenena e desorienta a opinião pública.: [397, 1633, 571, 1743]
- paragraph: Num processo recente que êle intentou aos nacionalistas, por o terem difamado, afirmou que tinha dado a sua adesão à greve geral de Janeiro de 1918, a fim de a dirigir, de forma a que não prejudicasse os interêsses da pátria.: [211, 1716, 385, 1813]
- director-line: Director: MANUEL DA SILVA CAMPOS: [45, 83, 186, 91]
- divider: [583, 381, 757, 382]
- paragraph: Não dizem nada, reduzem a ocorrência ao noticiário banal, como se o assalto ao Quartel General não houvesse sido um caso de maior gravidade!: [397, 1286, 571, 1346]
- divider: [769, 274, 1160, 275]
- paragraph: O Secretariado convida as organizações nacionais aderentes a tomarem resoluções sôbre cada um dos pontos da ordem do dia e a entregar aos seus delegados indicações concretas a fim de que as resoluções do congresso se harmonizem com o desejo das organizações que nele participem.: [211, 1192, 385, 1300]
- headline-congresso: O 2.º Congresso da Associação Internacional dos Trabalhadores: [214, 203, 382, 336]
- paragraph: Devemos acrescentar que os caminhos de ferro europeus enfermam de uma tal moléstia que os autorizados neste ramo afirmam que ainda vem longe o dia em que os caminhos de ferro de todo o mundo entrem na normalidade, que certamente não será a normalidade antes da guerra, em que julgamos (os autorizados) ser escusado pensar.: [958, 552, 1160, 655]
- issue-motto: PORTA-VOZ DA ORGANIZAÇÃO OPERÁRIA PORTUGUESA: [551, 179, 834, 190]
- paragraph: E tudo êsse precioso material para o tempo, sem um guarda sequer para a sua conservação.: [958, 1856, 1160, 1890]
- subhead-transferencia: Um dos presos atingidos por aquela medida tentou, ontem, num acto de desespero pôr termo à vida: [585, 324, 755, 375]
- telephone-line: TELEFONE 5339 CENTRAL: [1007, 88, 1108, 97]
- divider: [211, 340, 385, 341]
- paragraph: Em São Sebastião existem 3137 toneladas de carris, 154 toneladas de talas, 28 toneladas de parafusos e 167 toneladas de tirefonds.: [958, 1424, 1160, 1470]
- paragraph: Quer, aqui, nós os trabalhadores, com a única organização que representa algumas centenas de milhares de indivíduos, não podemos protestar contra os comerciantes e açambarcadores que nos roubam; e só o fizermos corremos o risco de ser espingardeados e todos como desordeiros.: [397, 1411, 571, 1533]
- subhead-ebert: MARCARÁ A FALENCIA, ANTERIORMENTE ACENTUADA, DA SOCIAL-DEMOCRACIA: [221, 1428, 376, 1479]
- paragraph: São, pois, êstes os elementos que conseguimos colher para responder ao engenheiro sr. Henrique Faro.: [958, 478, 1160, 513]
- divider: [211, 1372, 385, 1374]
- paragraph: BERLIM, 7.—A greve dos ferroviários alemães atinge já as linhas da região de Berlim.—(L.): [397, 2538, 571, 2575]
- paragraph: Só porque o povo está resolvido a não consentir que o roubem mais?: [397, 1085, 571, 1122]
- paragraph: Finalmente há em vias de completo restabelecimento o serviço de Paris-Vladivostok, através do Transsiberiano, linha esta que de Moscovia a Vladivostock mede 8.136 verstas (8.673 quilómetros).: [769, 2212, 947, 2281]
- list-item: 3.º Eleição da comissão revisora de mandatos e da comissão de pareceres e revisora de contas;: [211, 875, 375, 912]
- list-item: Chico, Zecas & Comp.ª, (com gravuras).: [23, 1913, 164, 1937]
- paragraph: A social-democracia não soube corresponder às aspirações do povo alemão e está perdendo a confiança nela.: [211, 1952, 385, 2000]
- paragraph: No entanto, a manifestação a Belém foi um facto de uma alta significação. Mas não representou a fé na república, significou apenas um protesto exactamente por na república se transigir de preferência com as classes dominantes.: [18, 622, 200, 718]
- subhead-reorganizacao: Porem nos trabalhos de reorganização: [778, 1635, 938, 1664]
- list-item: Lisboa intelectual, por Eduardo Frias.: [23, 1696, 175, 1719]
- paragraph: Mas, para que os nossos camaradas apreciem, para que todo a gente honesta do país possa julgar e ver de que lado está a razão, vamos apontar os seguintes factos:: [397, 836, 571, 909]
- list-item: 9.º Posição da A. I. T. perante as diversas tendências do movimento operário;: [211, 985, 385, 1022]
- paragraph: Na construção duma linha de 320 quilómetros de extensão entre a estação de São Pedro a São Borja, só 81 quilómetros é que se apresentavam em serviço.: [958, 1002, 1160, 1059]
- paragraph: No Rio Grande do Sul existem abandonados 5789 toneladas de carris, 282 toneladas de talas, 47 toneladas de parafusos e 206 toneladas de tirefonds, além de quatro locomotivas novas e sem uso, algumas ainda presas com a sua deposição da dita força, para que se não usem em peça de falas de material para transportes.: [958, 1286, 1160, 1387]
